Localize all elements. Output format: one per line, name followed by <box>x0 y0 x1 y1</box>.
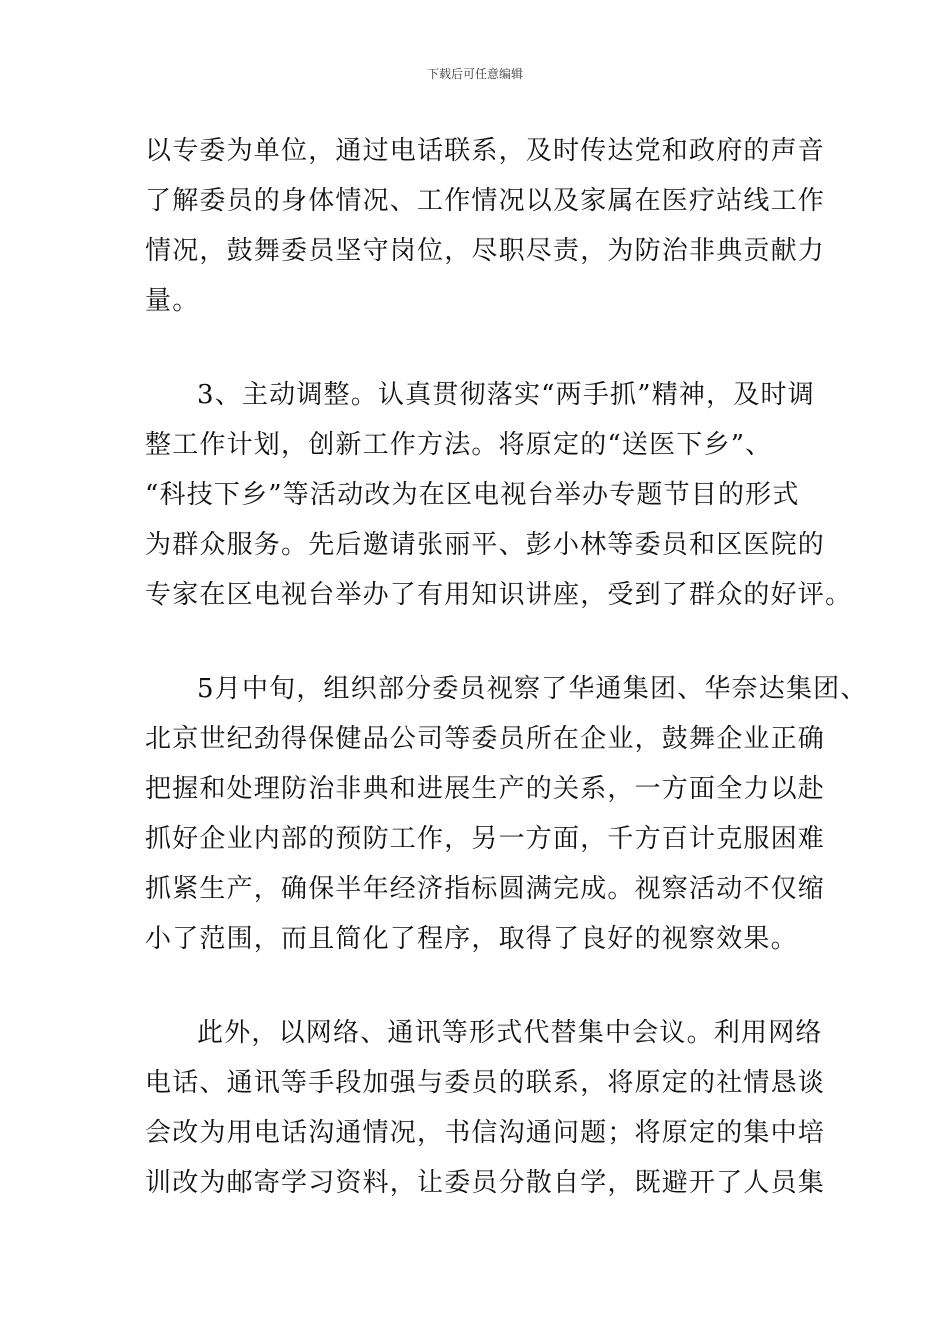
text-line: 为群众服务。先后邀请张丽平、彭小林等委员和区医院的 <box>145 530 826 560</box>
text-line: 会改为用电话沟通情况，书信沟通问题；将原定的集中培 <box>145 1118 826 1148</box>
text-line: 整工作计划，创新工作方法。将原定的“送医下乡”、 <box>145 430 773 460</box>
text-line: 了解委员的身体情况、工作情况以及家属在医疗站线工作 <box>145 186 826 216</box>
page-header-note: 下载后可任意编辑 <box>426 67 523 81</box>
paragraph-4 <box>145 1008 826 1208</box>
text-line: 训改为邮寄学习资料，让委员分散自学，既避开了人员集 <box>145 1168 826 1198</box>
text-line: “科技下乡”等活动改为在区电视台举办专题节目的形式 <box>145 480 800 510</box>
paragraph-2 <box>145 370 853 620</box>
text-line: 抓紧生产，确保半年经济指标圆满完成。视察活动不仅缩 <box>145 874 826 904</box>
paragraph-3 <box>145 664 868 964</box>
text-line: 专家在区电视台举办了有用知识讲座，受到了群众的好评。 <box>145 580 853 610</box>
text-line: 3、主动调整。认真贯彻落实“两手抓”精神，及时调 <box>197 380 815 410</box>
text-line: 以专委为单位，通过电话联系，及时传达党和政府的声音 <box>145 136 826 166</box>
paragraph-1 <box>145 126 826 326</box>
text-line: 把握和处理防治非典和进展生产的关系，一方面全力以赴 <box>145 774 826 804</box>
text-line: 此外，以网络、通讯等形式代替集中会议。利用网络 <box>197 1018 823 1048</box>
text-line: 电话、通讯等手段加强与委员的联系，将原定的社情恳谈 <box>145 1068 826 1098</box>
text-line: 小了范围，而且简化了程序，取得了良好的视察效果。 <box>145 924 798 954</box>
text-line: 抓好企业内部的预防工作，另一方面，千方百计克服困难 <box>145 824 826 854</box>
text-line: 量。 <box>145 286 200 316</box>
text-line: 北京世纪劲得保健品公司等委员所在企业，鼓舞企业正确 <box>145 724 826 754</box>
text-line: 5月中旬，组织部分委员视察了华通集团、华奈达集团、 <box>197 674 868 704</box>
document-body <box>145 126 868 1208</box>
text-line: 情况，鼓舞委员坚守岗位，尽职尽责，为防治非典贡献力 <box>145 236 826 266</box>
